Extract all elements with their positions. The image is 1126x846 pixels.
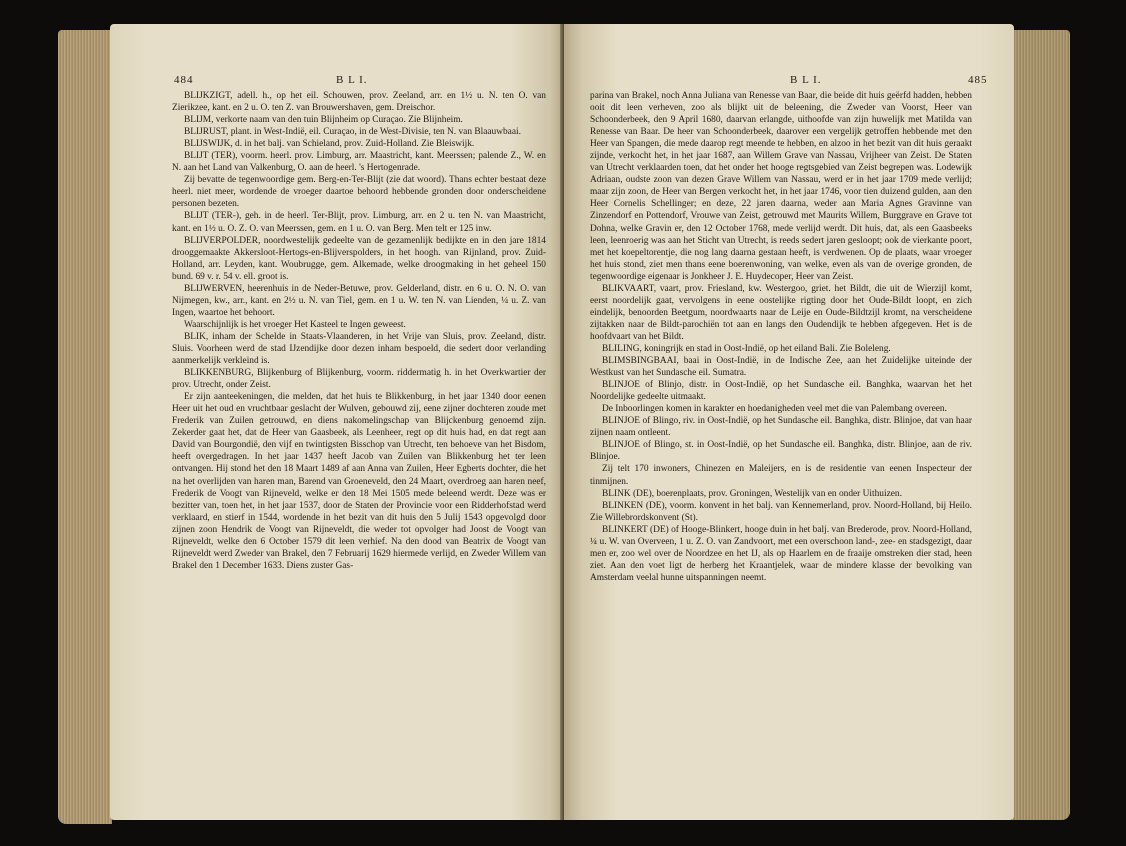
left-page xyxy=(110,24,564,820)
paragraph: BLILING, koningrijk en stad in Oost-Indië, op het eiland Bali. Zie Boleleng. xyxy=(602,343,891,354)
paragraph: BLINKERT (DE) of Hooge-Blinkert, hooge duin in het balj. van Brederode, prov. Noord-Holland, ¼ u. W. van Overveen, 1 u. Z. O. van Zandvoort, met een overschoon land-, zee- en stadsgezigt, daar men er, zoo wel over de Noordzee en het IJ, als op Haarlem en de fraaije omstreken dier stad, heen ziet. Aan den voet ligt de herberg het Kraantjelek, waar de mindere klasse der bevolking van Amsterdam veelal hunne uitspanningen neemt. xyxy=(590,524,972,583)
paragraph: BLINJOE of Blingo, st. in Oost-Indië, op het Sundasche eil. Banghka, distr. Blinjoe, aan de riv. Blinjoe. xyxy=(590,440,972,463)
paragraph: BLINJOE of Blinjo, distr. in Oost-Indië, op het Sundasche eil. Banghka, waarvan het het Noordelijke gedeelte uitmaakt. xyxy=(590,380,972,403)
paragraph: Er zijn aanteekeningen, die melden, dat het huis te Blikkenburg, in het jaar 1340 door eenen Heer uit het oud en vruchtbaar geslacht der Wulven, gebouwd zij, eene zijner dochteren zoude met Frederik van Zuilen getrouwd, en diens nakomelingschap van Blijckenburg genoemd zijn. Zekerder gaat het, dat de Heer van Gaasbeek, als Leenheer, regt op dit huis had, en dat regt aan David van Bourgondië, den vijf en twintigsten Bisschop van Utrecht, ten behoeve van het Bisdom, heeft overgedragen. In het jaar 1437 heeft Jacob van Zuilen van Blikkenburg het ter leen ontvangen. Hij stond het den 18 Maart 1489 af aan Anna van Zuilen, Heer Egberts dochter, die het na het overlijden van haren man, Barend van Groeneveld, den 24 Maart, overdroeg aan haren neef, Frederik de Voogt van Rijneveld, welke er den 18 Mei 1505 mede beleend werdt. Deze was er bezitter van, toen het, in het jaar 1537, door de Staten der Provincie voor een Ridderhofstad werd verklaard, en stierf in 1544, wordende in het bezit van dit huis den 5 Julij 1543 opgevolgd door zijnen zoon Hendrik de Voogt van Rijneveldt, die weder tot opvolger had Joost de Voogt van Rijneveldt, welke den 6 October 1579 dit leen verhief. Na den dood van Beatrix de Voogt van Rijneveldt werd Zweder van Brakel, den 7 Februarij 1629 hiermede verlijd, en Zweder Willem van Brakel den 1 December 1633. Diens zuster Gas- xyxy=(172,392,546,571)
paragraph: BLIMSBINGBAAI, baai in Oost-Indië, in de Indische Zee, aan het Zuidelijke uiteinde der Westkust van het Sundasche eil. Sumatra. xyxy=(590,356,972,379)
right-page xyxy=(564,24,1014,820)
paragraph: Zij telt 170 inwoners, Chinezen en Maleijers, en is de residentie van eenen Inspecteur der tinmijnen. xyxy=(590,464,972,487)
right-page-edges xyxy=(1012,30,1070,820)
paragraph: BLIJWERVEN, heerenhuis in de Neder-Betuwe, prov. Gelderland, distr. en 6 u. O. N. O. van Nijmegen, kw., arr., kant. en 2½ u. N. van Tiel, gem. en 1 u. W. ten N. van Lienden, ¼ u. Z. van Ingen, waartoe het behoort. xyxy=(172,283,546,318)
running-head: B L I. xyxy=(336,74,368,86)
paragraph: BLIJRUST, plant. in West-Indië, eil. Curaçao, in de West-Divisie, ten N. van Blaauwbaai. xyxy=(184,127,521,138)
left-page-text xyxy=(172,90,546,572)
paragraph: BLIJSWIJK, d. in het balj. van Schieland, prov. Zuid-Holland. Zie Bleiswijk. xyxy=(184,139,475,150)
right-page-text xyxy=(590,90,972,584)
paragraph: BLIJKZIGT, adell. h., op het eil. Schouwen, prov. Zeeland, arr. en 1½ u. N. ten O. van Zierikzee, kant. en 2 u. O. ten Z. van Brouwershaven, gem. Dreischor. xyxy=(172,91,546,114)
paragraph: BLINKEN (DE), voorm. konvent in het balj. van Kennemerland, prov. Noord-Holland, bij Heilo. Zie Willebrordskonvent (St). xyxy=(590,500,972,523)
paragraph: BLIJVERPOLDER, noordwestelijk gedeelte van de gezamenlijk bedijkte en in den jare 1814 drooggemaakte Akkersloot-Hertogs-en-Blijverspolders, in het hoogh. van Rijnland, prov. Zuid-Holland, arr. Leyden, kant. Woubrugge, gem. Alkemade, welke droogmaking in het geheel 150 bund. 69 v. r. 54 v. ell. groot is. xyxy=(172,235,546,282)
paragraph: BLINK (DE), boerenplaats, prov. Groningen, Westelijk van en onder Uithuizen. xyxy=(602,488,902,499)
running-head: B L I. xyxy=(790,74,822,86)
page-number: 484 xyxy=(174,74,194,86)
paragraph: Waarschijnlijk is het vroeger Het Kasteel te Ingen geweest. xyxy=(184,319,406,330)
paragraph: BLIJT (TER), voorm. heerl. prov. Limburg, arr. Maastricht, kant. Meerssen; palende Z., W. en N. aan het Land van Valkenburg, O. aan de heerl. 's Hertogenrade. xyxy=(172,151,546,174)
paragraph: BLIK, inham der Schelde in Staats-Vlaanderen, in het Vrije van Sluis, prov. Zeeland, distr. Sluis. Voorheen werd de stad IJzendijke door dezen inham bespoeld, die sedert door verlanding aanmerkelijk verkleind is. xyxy=(172,331,546,367)
paragraph: BLINJOE of Blingo, riv. in Oost-Indië, op het Sundasche eil. Banghka, distr. Blinjoe, dat van haar zijnen naam ontleent. xyxy=(590,416,972,439)
paragraph: BLIKKENBURG, Blijkenburg of Blijkenburg, voorm. riddermatig h. in het Overkwartier der prov. Utrecht, onder Zeist. xyxy=(172,368,546,391)
paragraph: Zij bevatte de tegenwoordige gem. Berg-en-Ter-Blijt (zie dat woord). Thans echter bestaat deze heerl. niet meer, wordende de vroeger daartoe behoord hebbende gronden door onderscheidene personen bezeten. xyxy=(172,175,546,210)
paragraph: parina van Brakel, noch Anna Juliana van Renesse van Baar, die beide dit huis geërfd hadden, hebben ooit dit leen verheven, zoo als blijkt uit de beleening, die Zweder van Voorst, Heer van Schoonderbeek, den 9 April 1680, daarvan erlangde, uithoofde van zijn huwelijk met Matilda van Renesse van Baar. De heer van Schoonderbeek, daarover een vergelijk getroffen hebbende met den Heer van Spangen, die mede daarop regt meende te hebben, en alzoo in het bezit van dit huis geraakt zijnde, verkocht het, in het jaar 1687, aan Willem Grave van Nassau, Vrijheer van Zeist. De Staten van Utrecht verklaarden toen, dat het onder het hooge regtsgebied van Zeist begrepen was. Lodewijk Adriaan, oudste zoon van dezen Grave Willem van Nassau, werd er in het jaar 1709 mede verlijd; maar zijn zoon, de Heer van Bergen verkocht het, in het jaar 1746, voor tien duizend gulden, aan den Heer Cornelis Schellinger; en deze, 22 jaren daarna, weder aan Maria Agnes Gravinne van Zinzendorf en Pottendorf, Vrouwe van Zeist, getrouwd met Maurits Willem, Burggrave en Grave tot Dohna, welke Gravin er, den 12 October 1768, mede verlijd werdt. Dit huis, dat, als een Gaasbeeks leen, leenroerig was aan het Sticht van Utrecht, is reeds sedert jaren gesloopt; ook de vierkante poort, met het koepeltorentje, die nog lang daarna gestaan heeft, is verdwenen. Op de plaats, waar vroeger het huis stond, ziet men thans eene boerenwoning, van welke, even als van de overige gronden, de tegenwoordige eigenaar is Jonkheer J. E. Huydecoper, Heer van Zeist. xyxy=(590,91,972,282)
paragraph: BLIKVAART, vaart, prov. Friesland, kw. Westergoo, griet. het Bildt, die uit de Wierzijl komt, eerst noordelijk gaat, vervolgens in eene oostelijke rigting door het Oude-Bildt loopt, en zich eindelijk, benoorden Beetgum, noordwaarts naar de Leije en Oude-Bildtzijl kromt, na verscheidene zijtakken naar de Bildt-parochiën tot aan en langs den Oudendijk te hebben afgegeven. Het is de hoofdvaart van het Bildt. xyxy=(590,283,972,342)
paragraph: BLIJT (TER-), geh. in de heerl. Ter-Blijt, prov. Limburg, arr. en 2 u. ten N. van Maastricht, kant. en 1½ u. O. Z. O. van Meerssen, gem. en 1 u. O. van Berg. Men telt er 125 inw. xyxy=(172,211,546,234)
paragraph: De Inboorlingen komen in karakter en hoedanigheden veel met die van Palembang overeen. xyxy=(602,404,947,415)
paragraph: BLIJM, verkorte naam van den tuin Blijnheim op Curaçao. Zie Blijnheim. xyxy=(184,115,463,126)
left-page-edges xyxy=(58,30,112,824)
page-number: 485 xyxy=(968,74,988,86)
